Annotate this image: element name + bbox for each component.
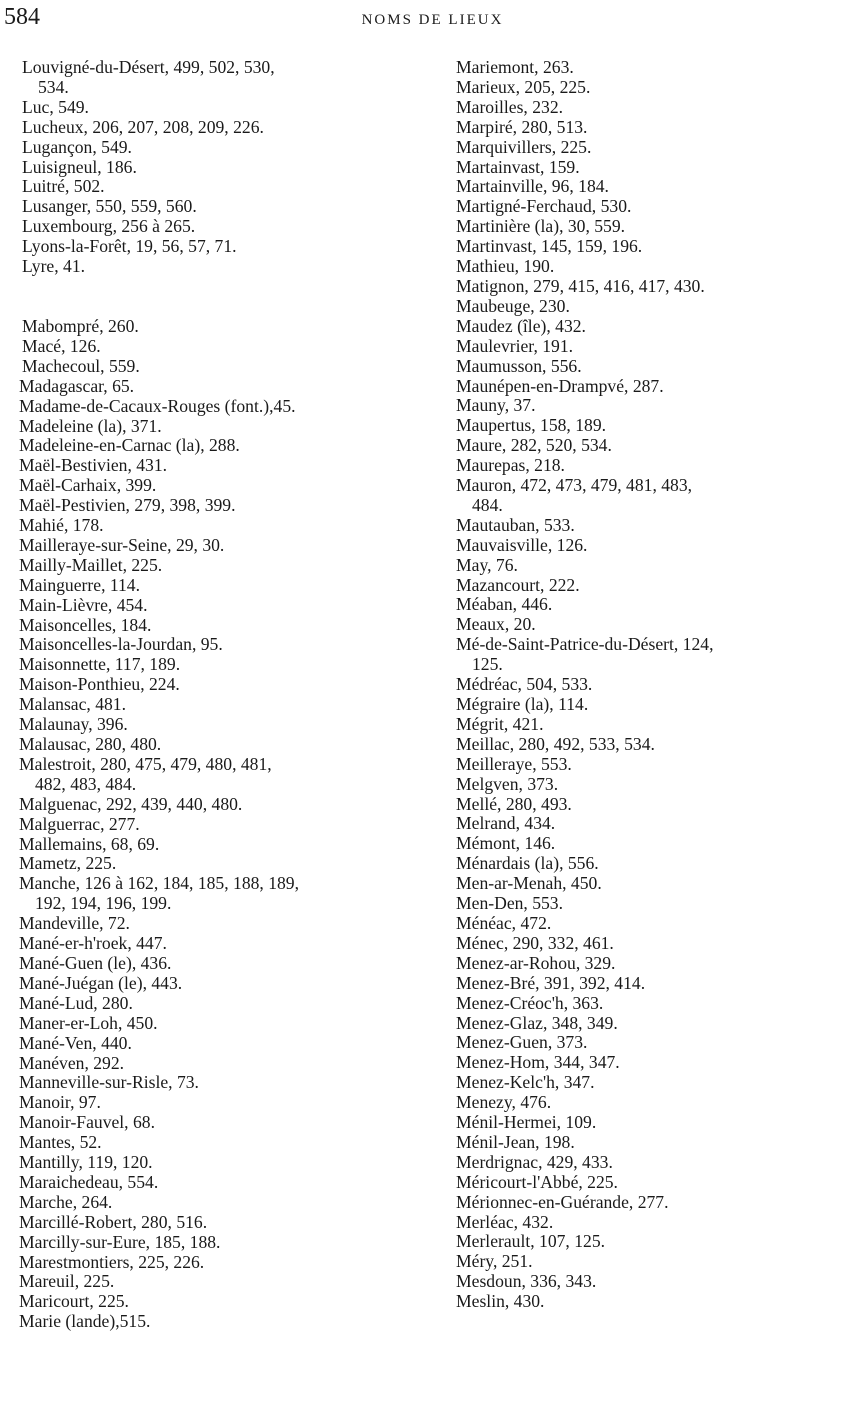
index-entry [440, 78, 865, 98]
index-entry [3, 954, 435, 974]
index-entry-text: Maupertus, 158, 189. [456, 415, 607, 436]
index-entry [3, 815, 435, 835]
index-entry [3, 695, 435, 715]
index-entry-text: Ménéac, 472. [456, 912, 552, 933]
index-entry-text: Menez-Kelc'h, 347. [456, 1072, 595, 1093]
index-entry-text: Marestmontiers, 225, 226. [19, 1251, 205, 1272]
index-entry-text: Men-ar-Menah, 450. [456, 873, 602, 894]
index-entry-text: Mané-Ven, 440. [19, 1032, 132, 1053]
index-entry [440, 456, 865, 476]
index-entry [3, 1113, 435, 1133]
index-entry [440, 158, 865, 178]
index-entry [440, 954, 865, 974]
index-entry-text: Madagascar, 65. [19, 375, 135, 396]
index-entry [3, 536, 435, 556]
index-entry-text: Marieux, 205, 225. [456, 76, 591, 97]
index-entry [440, 1073, 865, 1093]
index-entry-text: Malguenac, 292, 439, 440, 480. [19, 793, 243, 814]
index-entry-text: Méry, 251. [456, 1251, 533, 1272]
index-entry-text: Lusanger, 550, 559, 560. [22, 196, 197, 217]
index-entry-text: Manneville-sur-Risle, 73. [19, 1072, 199, 1093]
index-entry [3, 1193, 435, 1213]
index-entry [440, 237, 865, 257]
index-entry-text: Maudez (île), 432. [456, 315, 586, 336]
index-entry-text: Maure, 282, 520, 534. [456, 435, 612, 456]
index-entry [3, 1054, 435, 1074]
index-entry-text: Mémont, 146. [456, 833, 556, 854]
index-entry-text: Mailleraye-sur-Seine, 29, 30. [19, 534, 225, 555]
index-entry [440, 98, 865, 118]
index-entry-text: Martinvast, 145, 159, 196. [456, 236, 643, 257]
index-entry [440, 1252, 865, 1272]
index-entry-text: Mametz, 225. [19, 853, 117, 874]
index-entry [3, 58, 435, 98]
index-entry-text: Mariemont, 263. [456, 57, 574, 77]
index-entry [3, 1272, 435, 1292]
index-entry [3, 237, 435, 257]
index-entry-text: Maisonnette, 117, 189. [19, 654, 181, 675]
index-entry-text: Maël-Bestivien, 431. [19, 455, 168, 476]
index-entry-text: Machecoul, 559. [22, 355, 140, 376]
index-entry-text: Mauron, 472, 473, 479, 481, 483, [456, 475, 693, 496]
index-entry-text: Mellé, 280, 493. [456, 793, 572, 814]
index-entry [3, 1292, 435, 1312]
index-entry [440, 357, 865, 377]
index-entry-text: Melgven, 373. [456, 773, 559, 794]
index-entry [440, 476, 865, 516]
index-entry-text: Main-Lièvre, 454. [19, 594, 148, 615]
index-entry-text: Mantes, 52. [19, 1132, 102, 1153]
index-entry-text: Maël-Pestivien, 279, 398, 399. [19, 495, 236, 516]
running-title: NOMS DE LIEUX [361, 12, 504, 28]
index-entry-text: Maison-Ponthieu, 224. [19, 674, 180, 695]
index-entry-text: Marche, 264. [19, 1191, 113, 1212]
index-entry-text: Lyre, 41. [22, 256, 86, 277]
index-entry [440, 197, 865, 217]
index-entry [3, 755, 435, 795]
index-entry [440, 396, 865, 416]
index-entry [440, 1232, 865, 1252]
index-entry [3, 417, 435, 437]
index-entry-text: Maulevrier, 191. [456, 335, 574, 356]
index-entry [440, 257, 865, 277]
index-entry-text: Manéven, 292. [19, 1052, 125, 1073]
index-entry-text: Maunépen-en-Drampvé, 287. [456, 375, 664, 396]
index-entry [3, 516, 435, 536]
index-entry-text: Mallemains, 68, 69. [19, 833, 160, 854]
index-entry-text: Menezy, 476. [456, 1092, 552, 1113]
index-entry-text: Menez-Créoc'h, 363. [456, 992, 604, 1013]
index-entry-text: Malansac, 481. [19, 694, 126, 715]
index-entry-text: Maurepas, 218. [456, 455, 565, 476]
index-entry-continuation: 192, 194, 196, 199. [35, 893, 172, 914]
index-entry-text: Maroilles, 232. [456, 96, 564, 117]
index-entry-text: Martainville, 96, 184. [456, 176, 609, 197]
index-entry [3, 1133, 435, 1153]
index-entry-text: Mazancourt, 222. [456, 574, 580, 595]
index-entry-text: Maël-Carhaix, 399. [19, 475, 157, 496]
index-entry-text: Malestroit, 280, 475, 479, 480, 481, [19, 753, 272, 774]
index-entry-text: Meaux, 20. [456, 614, 536, 635]
index-entry-text: Malguerrac, 277. [19, 813, 140, 834]
index-entry-text: Mesdoun, 336, 343. [456, 1271, 597, 1292]
index-entry [3, 675, 435, 695]
index-entry-text: Martinière (la), 30, 559. [456, 216, 626, 237]
index-entry-text: Méaban, 446. [456, 594, 553, 615]
index-entry [440, 1033, 865, 1053]
index-entry [440, 516, 865, 536]
index-entry [440, 814, 865, 834]
index-entry-continuation: 482, 483, 484. [35, 773, 137, 794]
index-entry-continuation: 125. [472, 654, 503, 675]
index-entry [440, 337, 865, 357]
index-entry [3, 635, 435, 655]
index-entry [3, 1173, 435, 1193]
index-entry [440, 576, 865, 596]
index-entry-text: Maisoncelles-la-Jourdan, 95. [19, 634, 223, 655]
index-entry-text: Luxembourg, 256 à 265. [22, 216, 196, 237]
index-entry [440, 994, 865, 1014]
index-entry-text: Mabompré, 260. [22, 315, 139, 336]
index-entry [3, 576, 435, 596]
index-entry [440, 177, 865, 197]
index-entry-text: Mané-Lud, 280. [19, 992, 133, 1013]
index-entry-text: Luitré, 502. [22, 176, 105, 197]
index-entry [3, 257, 435, 277]
index-entry [440, 755, 865, 775]
index-entry-text: Mané-er-h'roek, 447. [19, 933, 167, 954]
index-entry-text: Manoir-Fauvel, 68. [19, 1112, 155, 1133]
index-entry [3, 118, 435, 138]
index-entry-continuation: 534. [38, 76, 69, 97]
index-entry-text: Lugançon, 549. [22, 136, 132, 157]
index-entry-text: Maumusson, 556. [456, 355, 582, 376]
index-entry [440, 277, 865, 297]
index-entry-text: Lyons-la-Forêt, 19, 56, 57, 71. [22, 236, 237, 257]
index-entry [440, 715, 865, 735]
index-entry-text: Mathieu, 190. [456, 256, 555, 277]
index-column-right [440, 58, 865, 1312]
index-entry-text: Martigné-Ferchaud, 530. [456, 196, 632, 217]
index-entry-text: Menez-ar-Rohou, 329. [456, 952, 616, 973]
index-entry [440, 1193, 865, 1213]
index-entry-text: Marie (lande),515. [19, 1311, 151, 1332]
index-entry-text: Mégrit, 421. [456, 713, 544, 734]
index-entry-text: Ménardais (la), 556. [456, 853, 599, 874]
index-entry-text: May, 76. [456, 554, 518, 575]
index-entry [3, 1034, 435, 1054]
index-entry-continuation: 484. [472, 494, 503, 515]
index-entry [440, 635, 865, 675]
index-entry-text: Mé-de-Saint-Patrice-du-Désert, 124, [456, 634, 714, 655]
index-entry-text: Mandeville, 72. [19, 913, 130, 934]
index-entry [440, 536, 865, 556]
index-entry-text: Merdrignac, 429, 433. [456, 1151, 613, 1172]
index-entry [3, 98, 435, 118]
index-entry [440, 1213, 865, 1233]
index-entry-text: Mareuil, 225. [19, 1271, 115, 1292]
index-entry [3, 456, 435, 476]
index-entry-text: Marquivillers, 225. [456, 136, 592, 157]
index-entry-text: Ménil-Hermei, 109. [456, 1112, 597, 1133]
index-entry-text: Marcillé-Robert, 280, 516. [19, 1211, 208, 1232]
index-entry [3, 1253, 435, 1273]
index-entry-text: Médréac, 504, 533. [456, 674, 593, 695]
index-entry [440, 1292, 865, 1312]
index-entry [440, 138, 865, 158]
index-entry [440, 1153, 865, 1173]
index-entry-text: Luc, 549. [22, 96, 89, 117]
index-entry-text: Méricourt-l'Abbé, 225. [456, 1171, 618, 1192]
index-entry [3, 337, 435, 357]
index-entry [3, 1213, 435, 1233]
index-entry [3, 616, 435, 636]
index-entry-text: Meslin, 430. [456, 1291, 545, 1312]
index-entry-text: Menez-Bré, 391, 392, 414. [456, 972, 646, 993]
index-entry-text: Merléac, 432. [456, 1211, 554, 1232]
index-entry-text: Mantilly, 119, 120. [19, 1152, 153, 1173]
index-entry [440, 1133, 865, 1153]
index-entry [440, 675, 865, 695]
index-entry-text: Merlerault, 107, 125. [456, 1231, 606, 1252]
index-entry [3, 217, 435, 237]
index-entry [440, 934, 865, 954]
index-entry [440, 1093, 865, 1113]
index-entry [3, 874, 435, 914]
index-entry [440, 1014, 865, 1034]
index-entry [3, 655, 435, 675]
index-entry-text: Maner-er-Loh, 450. [19, 1012, 158, 1033]
section-gap [3, 277, 435, 317]
index-entry-text: Manche, 126 à 162, 184, 185, 188, 189, [19, 873, 299, 894]
index-entry [3, 1014, 435, 1034]
index-entry-text: Maraichedeau, 554. [19, 1171, 159, 1192]
index-entry [440, 1272, 865, 1292]
index-entry-text: Maricourt, 225. [19, 1291, 129, 1312]
index-entry [3, 317, 435, 337]
index-entry [440, 58, 865, 78]
index-entry-text: Menez-Hom, 344, 347. [456, 1052, 620, 1073]
index-entry-text: Martainvast, 159. [456, 156, 580, 177]
index-entry-text: Madeleine-en-Carnac (la), 288. [19, 435, 240, 456]
index-entry [440, 894, 865, 914]
index-entry-text: Mégraire (la), 114. [456, 694, 589, 714]
index-entry [3, 556, 435, 576]
index-entry-text: Mailly-Maillet, 225. [19, 554, 163, 575]
index-entry-text: Marpiré, 280, 513. [456, 116, 588, 137]
index-entry [3, 158, 435, 178]
index-entry [440, 735, 865, 755]
index-entry-text: Ménil-Jean, 198. [456, 1131, 575, 1152]
index-entry [440, 1053, 865, 1073]
index-entry-text: Malaunay, 396. [19, 714, 128, 735]
index-entry [440, 775, 865, 795]
index-entry [440, 874, 865, 894]
index-entry [3, 397, 435, 417]
index-entry [440, 595, 865, 615]
index-column-left [3, 58, 435, 1332]
index-entry [440, 297, 865, 317]
index-entry [440, 914, 865, 934]
index-entry-text: Maisoncelles, 184. [19, 614, 152, 635]
index-entry [440, 974, 865, 994]
index-entry-text: Melrand, 434. [456, 813, 556, 834]
index-entry [3, 795, 435, 815]
index-entry-text: Men-Den, 553. [456, 893, 564, 914]
index-entry-text: Marcilly-sur-Eure, 185, 188. [19, 1231, 221, 1252]
index-entry [3, 177, 435, 197]
index-entry-text: Ménec, 290, 332, 461. [456, 932, 614, 953]
index-entry-text: Mainguerre, 114. [19, 574, 140, 595]
index-entry [3, 357, 435, 377]
index-entry [3, 436, 435, 456]
index-entry [440, 377, 865, 397]
index-entry-text: Mané-Juégan (le), 443. [19, 972, 183, 993]
index-entry-text: Matignon, 279, 415, 416, 417, 430. [456, 275, 705, 296]
page-header [0, 0, 865, 40]
index-entry-text: Manoir, 97. [19, 1092, 101, 1113]
index-entry-text: Malausac, 280, 480. [19, 734, 162, 754]
index-entry [3, 1153, 435, 1173]
index-entry [3, 1093, 435, 1113]
index-entry [3, 596, 435, 616]
index-entry-text: Mahié, 178. [19, 515, 104, 536]
index-entry [3, 1312, 435, 1332]
index-entry-text: Luisigneul, 186. [22, 156, 137, 177]
index-entry-text: Mérionnec-en-Guérande, 277. [456, 1191, 669, 1212]
index-entry [440, 1173, 865, 1193]
index-entry [3, 835, 435, 855]
index-entry [3, 1073, 435, 1093]
index-entry-text: Menez-Guen, 373. [456, 1032, 588, 1053]
index-entry [440, 854, 865, 874]
index-entry-text: Mané-Guen (le), 436. [19, 952, 172, 973]
index-entry [3, 1233, 435, 1253]
page-number: 584 [4, 4, 40, 30]
index-entry [440, 1113, 865, 1133]
index-entry [3, 974, 435, 994]
index-entry [440, 556, 865, 576]
index-entry [440, 118, 865, 138]
index-entry-text: Maubeuge, 230. [456, 295, 570, 316]
index-entry [440, 615, 865, 635]
index-entry [440, 834, 865, 854]
index-entry [440, 795, 865, 815]
index-entry-text: Madeleine (la), 371. [19, 415, 162, 436]
index-entry-text: Mauny, 37. [456, 395, 536, 416]
index-entry [440, 317, 865, 337]
index-entry-text: Mautauban, 533. [456, 514, 575, 535]
index-entry-text: Mauvaisville, 126. [456, 534, 588, 555]
index-entry [3, 138, 435, 158]
index-entry [3, 854, 435, 874]
index-entry [3, 934, 435, 954]
index-entry [3, 994, 435, 1014]
index-entry [3, 377, 435, 397]
index-entry [3, 197, 435, 217]
index-entry-text: Meilleraye, 553. [456, 753, 572, 774]
index-entry [3, 914, 435, 934]
index-entry [440, 695, 865, 715]
index-entry [3, 476, 435, 496]
index-entry-text: Menez-Glaz, 348, 349. [456, 1012, 618, 1033]
index-entry [440, 217, 865, 237]
index-entry-text: Macé, 126. [22, 335, 101, 356]
index-entry [440, 436, 865, 456]
index-entry [3, 496, 435, 516]
index-entry-text: Louvigné-du-Désert, 499, 502, 530, [22, 57, 275, 77]
index-entry [440, 416, 865, 436]
index-entry-text: Madame-de-Cacaux-Rouges (font.),45. [19, 395, 296, 416]
index-entry [3, 735, 435, 755]
index-entry-text: Meillac, 280, 492, 533, 534. [456, 733, 655, 754]
index-entry-text: Lucheux, 206, 207, 208, 209, 226. [22, 116, 264, 137]
index-entry [3, 715, 435, 735]
